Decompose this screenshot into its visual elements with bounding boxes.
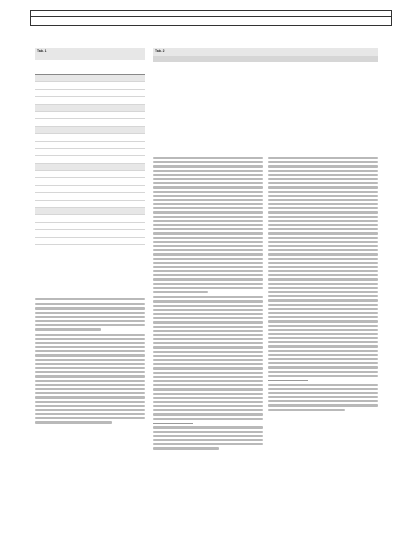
text-line — [153, 165, 263, 167]
text-line — [153, 191, 263, 193]
text-line — [268, 174, 378, 176]
table-1-col-header — [37, 61, 90, 73]
text-line — [153, 283, 263, 285]
table-2-number: Tab. 2 — [155, 49, 165, 53]
table-row — [35, 186, 145, 193]
text-line — [268, 283, 378, 285]
text-line — [268, 316, 378, 318]
page-header-box — [30, 10, 392, 26]
text-line — [268, 358, 378, 360]
text-line — [153, 211, 263, 213]
table-row — [35, 149, 145, 156]
text-line — [153, 199, 263, 201]
text-line — [153, 435, 263, 437]
text-line — [153, 203, 263, 205]
text-line — [153, 216, 263, 218]
text-line — [153, 237, 263, 239]
text-line — [153, 157, 263, 159]
text-line — [268, 270, 378, 272]
text-line — [268, 224, 378, 226]
text-line — [35, 384, 145, 386]
text-line — [153, 174, 263, 176]
text-line — [35, 316, 145, 318]
text-line — [153, 409, 263, 411]
body-column-1 — [35, 296, 145, 426]
text-line — [268, 329, 378, 331]
text-line — [153, 278, 263, 280]
text-line — [153, 182, 263, 184]
text-line — [153, 426, 263, 428]
text-line — [153, 321, 263, 323]
text-line — [153, 334, 263, 336]
body-column-2 — [153, 155, 263, 452]
table-row — [35, 171, 145, 178]
text-line — [35, 312, 145, 314]
text-line — [153, 372, 263, 374]
text-line — [153, 317, 263, 319]
table-1-body — [35, 75, 145, 245]
text-line — [268, 216, 378, 218]
table-1-number: Tab. 1 — [37, 49, 47, 53]
text-line — [268, 400, 378, 402]
text-line — [268, 157, 378, 159]
text-line — [268, 232, 378, 234]
text-line — [268, 258, 378, 260]
text-line — [268, 375, 378, 377]
text-line — [153, 405, 263, 407]
table-row — [35, 112, 145, 119]
text-line — [268, 299, 378, 301]
text-line — [153, 300, 263, 302]
text-line — [268, 341, 378, 343]
text-line — [35, 417, 145, 419]
text-line — [268, 404, 378, 406]
paragraph — [35, 303, 145, 330]
text-line — [268, 245, 378, 247]
text-line — [268, 345, 378, 347]
text-line — [35, 354, 145, 356]
text-line — [268, 186, 378, 188]
text-line — [35, 392, 145, 394]
text-line — [35, 413, 145, 415]
text-line — [153, 397, 263, 399]
text-line — [153, 178, 263, 180]
text-line — [153, 359, 263, 361]
text-line — [268, 392, 378, 394]
paragraph — [35, 334, 145, 424]
text-line — [35, 350, 145, 352]
text-line — [153, 245, 263, 247]
text-line — [153, 330, 263, 332]
table-row — [35, 119, 145, 126]
text-line — [35, 338, 145, 340]
text-line — [268, 228, 378, 230]
text-line — [35, 405, 145, 407]
text-line — [268, 388, 378, 390]
text-line — [268, 207, 378, 209]
footnote-rule — [268, 380, 308, 381]
text-line — [35, 328, 101, 330]
paragraph — [153, 296, 263, 449]
text-line — [35, 303, 145, 305]
table-row — [153, 61, 378, 62]
text-line — [268, 170, 378, 172]
text-line — [153, 249, 263, 251]
text-line — [268, 203, 378, 205]
text-line — [268, 304, 378, 306]
text-line — [153, 418, 263, 420]
table-1-caption — [35, 48, 145, 60]
text-line — [153, 262, 263, 264]
text-line — [35, 421, 112, 423]
body-column-3 — [268, 155, 378, 413]
table-row — [35, 156, 145, 163]
header-divider — [31, 16, 391, 17]
text-line — [153, 351, 263, 353]
text-line — [153, 413, 263, 415]
text-line — [153, 186, 263, 188]
text-line — [268, 237, 378, 239]
text-line — [268, 191, 378, 193]
paragraph — [268, 157, 378, 411]
text-line — [268, 182, 378, 184]
text-line — [268, 409, 345, 411]
table-1-col-header — [90, 61, 143, 73]
table-row — [35, 178, 145, 185]
text-line — [153, 313, 263, 315]
text-line — [153, 291, 208, 293]
text-line — [268, 350, 378, 352]
text-line — [35, 298, 145, 300]
text-line — [153, 195, 263, 197]
text-line — [153, 393, 263, 395]
text-line — [35, 346, 145, 348]
text-line — [35, 334, 145, 336]
text-line — [35, 396, 145, 398]
table-2 — [153, 48, 378, 62]
text-line — [153, 388, 263, 390]
text-line — [35, 409, 145, 411]
text-line — [268, 308, 378, 310]
text-line — [153, 401, 263, 403]
text-line — [153, 274, 263, 276]
table-1-column-headers — [35, 60, 145, 75]
table-row — [35, 238, 145, 245]
table-row — [35, 82, 145, 89]
text-line — [35, 367, 145, 369]
table-1 — [35, 48, 145, 245]
text-line — [268, 161, 378, 163]
table-2-caption — [153, 48, 378, 56]
text-line — [153, 232, 263, 234]
text-line — [268, 262, 378, 264]
text-line — [268, 220, 378, 222]
paragraph — [153, 157, 263, 293]
text-line — [35, 371, 145, 373]
text-line — [35, 320, 145, 322]
text-line — [35, 324, 145, 326]
text-line — [268, 371, 378, 373]
text-line — [153, 241, 263, 243]
table-row — [35, 142, 145, 149]
text-line — [153, 376, 263, 378]
text-line — [153, 355, 263, 357]
text-line — [153, 224, 263, 226]
text-line — [153, 296, 263, 298]
text-line — [153, 305, 263, 307]
text-line — [153, 384, 263, 386]
text-line — [153, 207, 263, 209]
text-line — [153, 258, 263, 260]
text-line — [153, 367, 263, 369]
table-row — [35, 215, 145, 222]
text-line — [268, 165, 378, 167]
text-line — [35, 380, 145, 382]
text-line — [268, 266, 378, 268]
text-line — [35, 388, 145, 390]
text-line — [268, 295, 378, 297]
text-line — [268, 291, 378, 293]
text-line — [268, 274, 378, 276]
text-line — [268, 241, 378, 243]
text-line — [153, 287, 263, 289]
text-line — [153, 346, 263, 348]
table-row — [35, 223, 145, 230]
text-line — [153, 326, 263, 328]
text-line — [35, 375, 145, 377]
table-row — [35, 201, 145, 208]
text-line — [268, 337, 378, 339]
table-row — [35, 230, 145, 237]
text-line — [268, 396, 378, 398]
text-line — [268, 287, 378, 289]
table-row — [35, 134, 145, 141]
table-section-row — [35, 208, 145, 215]
text-line — [35, 307, 145, 309]
text-line — [268, 354, 378, 356]
text-line — [268, 384, 378, 386]
footnote-rule — [153, 423, 193, 424]
table-section-row — [35, 105, 145, 112]
text-line — [268, 195, 378, 197]
table-row — [35, 193, 145, 200]
text-line — [268, 249, 378, 251]
table-section-row — [35, 75, 145, 82]
text-line — [268, 312, 378, 314]
text-line — [35, 359, 145, 361]
text-line — [268, 366, 378, 368]
text-line — [35, 363, 145, 365]
text-line — [268, 362, 378, 364]
text-line — [153, 228, 263, 230]
text-line — [153, 439, 263, 441]
text-line — [153, 380, 263, 382]
page-footer — [0, 535, 393, 540]
text-line — [153, 443, 263, 445]
text-line — [153, 342, 263, 344]
text-line — [153, 338, 263, 340]
text-line — [153, 363, 263, 365]
text-line — [268, 199, 378, 201]
text-line — [153, 253, 263, 255]
text-line — [268, 178, 378, 180]
table-row — [35, 90, 145, 97]
text-line — [153, 220, 263, 222]
table-section-row — [35, 164, 145, 171]
text-line — [153, 431, 263, 433]
table-row — [35, 97, 145, 104]
text-line — [153, 170, 263, 172]
table-2-body — [153, 56, 378, 62]
text-line — [35, 342, 145, 344]
text-line — [153, 447, 219, 449]
text-line — [268, 211, 378, 213]
text-line — [153, 270, 263, 272]
text-line — [35, 401, 145, 403]
text-line — [153, 266, 263, 268]
text-line — [153, 161, 263, 163]
text-line — [268, 320, 378, 322]
text-line — [268, 333, 378, 335]
text-line — [268, 325, 378, 327]
text-line — [153, 309, 263, 311]
text-line — [268, 278, 378, 280]
table-section-row — [35, 127, 145, 134]
text-line — [268, 253, 378, 255]
